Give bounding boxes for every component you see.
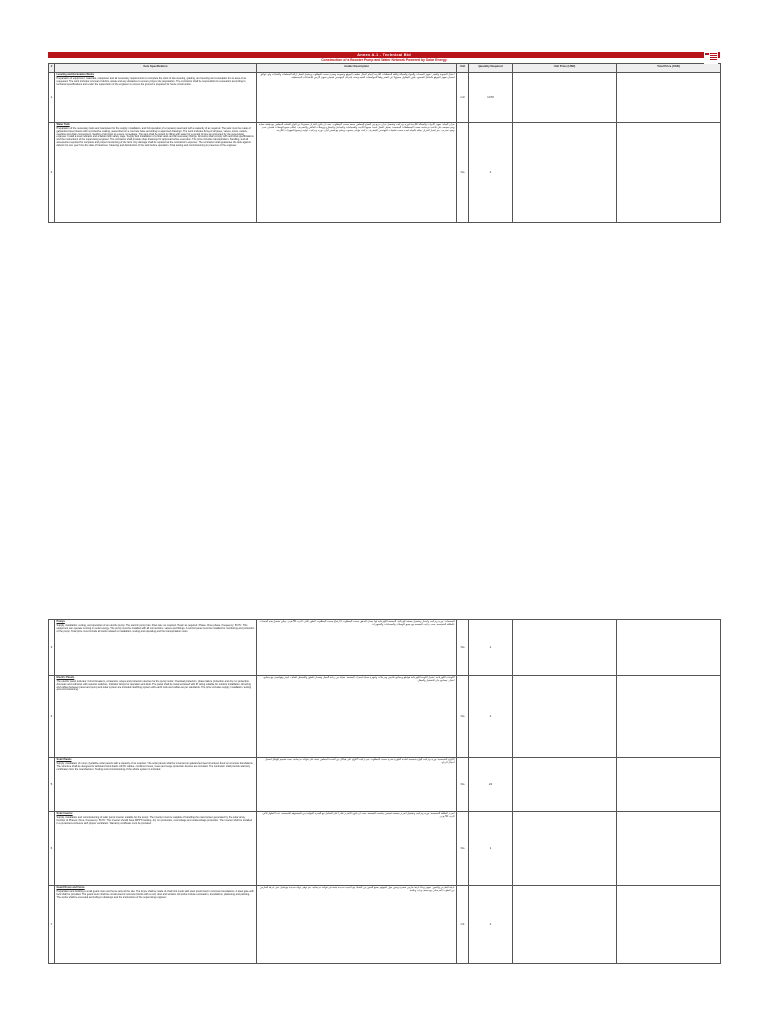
total-price-cell[interactable]: [617, 123, 721, 223]
item-title: Leveling and Excavation Works: [56, 73, 94, 76]
item-specification: [55, 620, 257, 676]
item-number: 7: [49, 886, 55, 964]
item-title: Guard Room and Fence: [56, 886, 85, 889]
item-description: The electric panel includes: Circuit breakers, contactors, relays and protection devices for the pump motor. Overload protection, phase failure protection and dry run protection. Ammeter and voltmeter with selector switches. Indicator lamps for operation and fault. The panel shall be metal enclosed with IP rating suitable for outdoor installation. All wiring and cables between panel and pump and solar system are included. Earthing system with earth rods and cables as per standards. The price includes supply, installation, testing and commissioning.: [56, 679, 252, 692]
table-row: [49, 758, 721, 812]
item-number: 2: [49, 123, 55, 223]
bid-sheet-page-2: [48, 619, 720, 964]
item-quantity: 1: [469, 620, 513, 676]
item-title: Electric Panels: [56, 676, 75, 679]
arabic-description: انفرتر الطاقة الشمسية: توريد وتركيب وتشغيل انفرتر مضخة شمسي مناسب للمضخة. يجب أن يكون الانفرتر قادرا على التعامل مع القدرة المولدة من المصفوفة الشمسية. عدد الأطوار ثلاثي. التردد 50 هرتز.: [257, 812, 457, 886]
column-header: Item Specification: [55, 64, 257, 73]
unit-price-cell[interactable]: [513, 123, 617, 223]
table-row: [49, 620, 721, 676]
item-specification: [55, 73, 257, 123]
item-unit: No: [457, 620, 469, 676]
unit-price-cell[interactable]: [513, 758, 617, 812]
document-title: Annex A.1 - Technical Bid: [48, 52, 720, 58]
item-unit: No: [457, 123, 469, 223]
item-description: Preparation of equipment, materials, manpower and all necessary requirements to complete the work of site clearing, grading, and leveling and excavation for an area of as requested. The work includes removal of debris, waste and any obstacles to ensure proper site preparation. The contractor shall be responsible for excavation according to technical specifications and under the supervision of the engineer to ensure the ground is prepared for future construction.: [56, 76, 247, 86]
column-header: Quantity Required: [469, 64, 513, 73]
item-quantity: 1: [469, 676, 513, 758]
item-unit: LS: [457, 886, 469, 964]
item-description: Preparation and building a small guard room and fence around the site. The fence shall be made of chain link mesh with steel posts fixed in concrete foundations. A steel gate with lock shall be provided. The guard room shall be constructed of concrete blocks with a roof, door and window. All works include excavation, foundations, plastering and painting. The works shall be executed according to drawings and the instructions of the supervising engineer.: [56, 889, 254, 899]
item-description: Preparation of the necessary tools and manpower for the supply, installation, and full operation of a (square) steel tank with a capacity of as required. The tank must be made of galvanized steel sheets with a protective coating, assembled on a concrete base according to approved drawings. The work includes fixing of all pipes, valves, inlets, outlets, overflow and drain connections. Sealing of all joints to ensure no leakage. The tank shall be tested by filling with water for a period of time as instructed by the supervising engineer. Install a level indicator and a ladder with safety cage. Supply and installation of a float valve and all necessary fittings. All works shall comply with technical specifications and the instructions of the supervising engineer. The contractor shall provide shop drawings for approval before execution. The price includes transportation, handling, and all accessories required for complete and proper functioning of the tank. Any damage shall be repaired at the contractor's expense. The contractor shall guarantee the tank against defects for one year from the date of handover. Cleaning and disinfection of the tank before operation. Final testing and commissioning in presence of the engineer.: [56, 126, 254, 148]
table-row: [49, 123, 721, 223]
item-quantity: 1: [469, 886, 513, 964]
item-specification: [55, 812, 257, 886]
organization-logo-icon: [704, 52, 718, 64]
unit-price-cell[interactable]: [513, 676, 617, 758]
item-title: Water Tank: [56, 123, 70, 126]
table-row: [49, 73, 721, 123]
unit-price-cell[interactable]: [513, 620, 617, 676]
item-quantity: 24: [469, 758, 513, 812]
total-price-cell[interactable]: [617, 620, 721, 676]
item-unit: No: [457, 758, 469, 812]
arabic-description: المضخات: توريد وتركيب واختبار وتشغيل مضخة كهربائية. المضخة الكهربائية لها: معدل التدفق حسب المطلوب. الارتفاع حسب المطلوب. الطور ثلاثي. التردد 50 هرتز. يمكن تشغيل هذه المعدات بالطاقة الشمسية. يجب تركيب المضخة مع جميع الوصلات والصمامات والتجهيزات.: [257, 620, 457, 676]
item-specification: [55, 886, 257, 964]
item-quantity: 1: [469, 812, 513, 886]
item-quantity: 1470: [469, 73, 513, 123]
total-price-cell[interactable]: [617, 73, 721, 123]
item-number: 3: [49, 620, 55, 676]
item-title: Solar Panels: [56, 758, 72, 761]
total-price-cell[interactable]: [617, 886, 721, 964]
bid-table-continued: [48, 619, 721, 964]
arabic-description: اعمال التسوية والحفر: تجهيز المعدات والمواد والعمالة وكافة المتطلبات اللازمة لإتمام أعمال تنظيف الموقع وتسويته وحفره حسب المطلوب ويشمل العمل إزالة المخلفات والنفايات وأي عوائق لضمان تجهيز الموقع بالشكل الصحيح. يكون المقاول مسؤولا عن الحفر وفقا للمواصفات الفنية وتحت إشراف المهندس لضمان تجهيز الأرض للإنشاءات المستقبلية.: [257, 73, 457, 123]
total-price-cell[interactable]: [617, 676, 721, 758]
arabic-description: خزان المياه: تجهيز الأدوات والعمالة اللازمة لتوريد وتركيب وتشغيل خزان مربع من الصاج المجلفن بسعة حسب المطلوب. يجب أن يكون الخزان مصنوعا من ألواح الصلب المجلفن مع طبقة حماية ويتم تجميعه على قاعدة خرسانية حسب المخططات المعتمدة. يشمل العمل تثبيت جميع الأنابيب والصمامات والمداخل والمخارج ووصلات الفائض والتصريف. إحكام جميع الوصلات لضمان عدم وجود تسريب. يتم اختبار الخزان بملئه بالمياه لمدة حسب تعليمات المهندس المشرف. تركيب مؤشر منسوب وسلم مع قفص أمان. توريد وتركيب عوامة وجميع التجهيزات اللازمة.: [257, 123, 457, 223]
item-quantity: 1: [469, 123, 513, 223]
total-price-cell[interactable]: [617, 812, 721, 886]
table-row: [49, 676, 721, 758]
item-number: 6: [49, 812, 55, 886]
item-title: Pumps: [56, 620, 65, 623]
item-number: 1: [49, 73, 55, 123]
unit-price-cell[interactable]: [513, 886, 617, 964]
arabic-description: الألواح الشمسية: توريد وتركيب ألواح شمسية أحادية البلورة بقدرة حسب المطلوب. يتم تركيب الألواح على هياكل من الحديد المجلفن مثبتة على قواعد خرسانية. يجب تصميم الهيكل لتحمل أحمال الرياح.: [257, 758, 457, 812]
item-unit: No: [457, 812, 469, 886]
column-header: Unit: [457, 64, 469, 73]
document-subtitle: Construction of a Booster Pump and Water Network Powered by Solar Energy: [321, 58, 447, 62]
item-specification: [55, 758, 257, 812]
item-title: Solar Inverter: [56, 812, 73, 815]
column-header: #: [49, 64, 55, 73]
total-price-cell[interactable]: [617, 758, 721, 812]
item-description: Supply, installation of mono crystalline solar panels with a capacity of as required. The solar panels shall be mounted on galvanized steel structures fixed on concrete foundations. The structure shall be designed to withstand wind loads. All DC cables, combiner boxes, fuses and surge protection devices are included. The contractor shall provide warranty certificates from the manufacturer. Testing and commissioning of the whole system is included.: [56, 761, 254, 771]
arabic-description: غرفة الحارس والسور: تجهيز وبناء غرفة حارس صغيرة وسور حول الموقع. يصنع السور من الشبك مع أعمدة حديدية مثبتة في قواعد خرسانية. يتم توفير بوابة حديدية مع قفل. تبنى غرفة الحارس من الطوب الخرساني مع سقف وباب ونافذة.: [257, 886, 457, 964]
table-header-row: [49, 64, 721, 73]
column-header: Total Price (USD): [617, 64, 721, 73]
bid-sheet-page-1: [48, 52, 720, 223]
item-number: 4: [49, 676, 55, 758]
unit-price-cell[interactable]: [513, 73, 617, 123]
item-unit: m3: [457, 73, 469, 123]
item-unit: No: [457, 676, 469, 758]
unit-price-cell[interactable]: [513, 812, 617, 886]
column-header: Arabic Description: [257, 64, 457, 73]
column-header: Unit Price (USD): [513, 64, 617, 73]
item-description: Supply, installation and commissioning of solar pump inverter suitable for the pump. The inverter must be capable of handling the rated power generated by the solar array. Number of Phases: three. Frequency: 50 Hz. The inverter should have MPPT tracking, dry run protection, overvoltage and undervoltage protection. The inverter shall be installed in a protected enclosure with proper ventilation. Warranty certificate must be provided.: [56, 815, 253, 825]
table-row: [49, 812, 721, 886]
item-number: 5: [49, 758, 55, 812]
bid-table: [48, 63, 721, 223]
item-specification: [55, 123, 257, 223]
item-specification: [55, 676, 257, 758]
table-row: [49, 886, 721, 964]
arabic-description: اللوحات الكهربائية: تشمل اللوحة الكهربائية قواطع ومفاتيح تلامس ومرحلات وأجهزة حماية لمحرك المضخة. حماية من زيادة الحمل وفقدان الطور والتشغيل الجاف. أميتر وفولتميتر مع مفاتيح اختيار. مصابيح بيان للتشغيل والعطل.: [257, 676, 457, 758]
item-description: Supply, installation, testing, and operation of an electric pump. The electric pump has: Flow rate: as required. Head: as required. Phase: three phase. Frequency: 50 Hz. This equipment can operate running on solar energy. The pump must be installed with all connections, valves and fittings. A control panel must be installed for monitoring and protection of the pump. Total price must include all works related to installation, testing and operating and the transportation costs.: [56, 623, 255, 633]
